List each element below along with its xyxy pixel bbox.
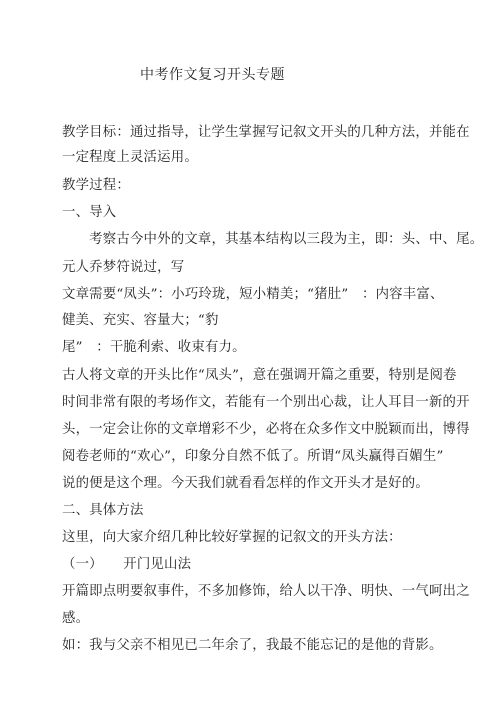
text-line-8: 健美、充实、容量大；“豹	[62, 313, 219, 328]
text-line-2: 一定程度上灵活运用。	[62, 150, 198, 165]
text-line-5: 考察古今中外的文章，其基本结构以三段为主，即：头、中、尾。	[62, 232, 484, 247]
text-line-13: 阅卷老师的“欢心”，印象分自然不低了。所谓“凤头赢得百媚生”	[62, 449, 444, 464]
text-line-19: 感。	[62, 611, 90, 626]
section-heading-methods: 二、具体方法	[62, 503, 144, 518]
text-line-9: 尾” ：干脆利索、收束有力。	[62, 340, 246, 355]
text-line-20: 如：我与父亲不相见已二年余了，我最不能忘记的是他的背影。	[62, 638, 443, 653]
text-line-18: 开篇即点明要叙事件，不多加修饰，给人以干净、明快、一气呵出之	[62, 584, 470, 599]
document-title: 中考作文复习开头专题	[140, 67, 285, 83]
text-line-16: 这里，向大家介绍几种比较好掌握的记叙文的开头方法：	[62, 530, 402, 545]
text-line-3: 教学过程：	[62, 178, 130, 193]
text-line-7: 文章需要“凤头”：小巧玲珑，短小精美；“猪肚” ：内容丰富、	[62, 287, 444, 302]
text-line-11: 时间非常有限的考场作文，若能有一个别出心裁，让人耳目一新的开	[62, 395, 470, 410]
text-line-1: 教学目标：通过指导，让学生掌握写记叙文开头的几种方法，并能在	[62, 125, 470, 140]
text-line-14: 说的便是这个理。今天我们就看看怎样的作文开头才是好的。	[62, 476, 429, 491]
subsection-heading-1: （一） 开门见山法	[62, 557, 192, 572]
text-line-12: 头，一定会让你的文章增彩不少，必将在众多作文中脱颖而出，博得	[62, 422, 470, 437]
section-heading-intro: 一、导入	[62, 205, 117, 220]
text-line-6: 元人乔梦符说过，写	[62, 260, 185, 275]
text-line-10: 古人将文章的开头比作“凤头”，意在强调开篇之重要，特别是阅卷	[62, 368, 457, 383]
